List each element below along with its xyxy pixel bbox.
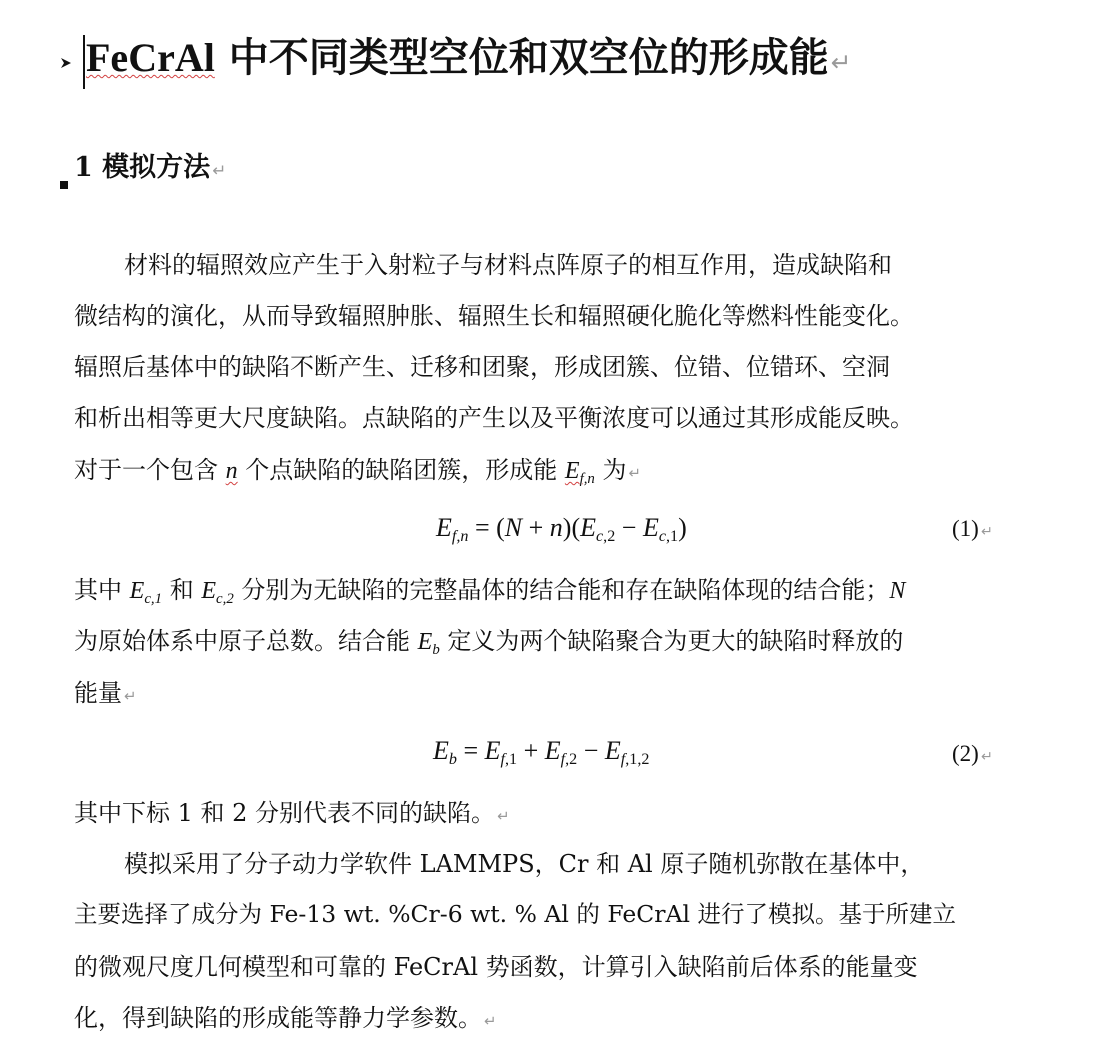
text: 模拟采用了分子动力学软件 LAMMPS，Cr 和 Al 原子随机弥散在基体中，	[124, 850, 925, 878]
math-Ec2: $E_{c,2}$	[201, 578, 234, 607]
paragraph-handle[interactable]	[61, 58, 71, 68]
para1-line5[interactable]	[74, 456, 641, 487]
math-Eb: $E_b$	[417, 629, 440, 658]
math-Ec1: $E_{c,1}$	[129, 578, 163, 607]
equation-1[interactable]: $E_{f,n} = (N + n)(E_{c,2} - E_{c,1})$	[436, 513, 687, 546]
text: 对于一个包含	[74, 456, 226, 484]
para1-line3[interactable]	[74, 355, 890, 379]
equation-number-1: (1) ↵	[952, 516, 993, 541]
text: 的微观尺度几何模型和可靠的 FeCrAl 势函数，计算引入缺陷前后体系的能量变	[74, 953, 918, 981]
paragraph-mark: ↵	[124, 687, 137, 705]
text: 辐照后基体中的缺陷不断产生、迁移和团聚，形成团簇、位错、位错环、空洞	[74, 353, 890, 381]
paragraph-mark: ↵	[628, 464, 641, 482]
text: 和析出相等更大尺度缺陷。点缺陷的产生以及平衡浓度可以通过其形成能反映。	[74, 404, 914, 432]
text: 分别为无缺陷的完整晶体的结合能和存在缺陷体现的结合能；	[233, 576, 890, 604]
text: 为原始体系中原子总数。结合能	[74, 627, 418, 655]
para4-line1[interactable]	[124, 852, 924, 876]
section-heading[interactable]	[74, 154, 226, 181]
para2-line1[interactable]	[74, 576, 906, 607]
text: 和	[162, 576, 202, 604]
para4-line3[interactable]	[74, 955, 918, 979]
math-N: N	[889, 578, 906, 604]
para2-line3[interactable]	[74, 681, 136, 705]
section-heading-text: 1 模拟方法	[74, 152, 211, 183]
para2-line2[interactable]	[74, 627, 904, 658]
paragraph-mark: ↵	[212, 160, 227, 180]
text: 其中下标 1 和 2 分别代表不同的缺陷。	[74, 799, 496, 827]
text: 材料的辐照效应产生于入射粒子与材料点阵原子的相互作用，造成缺陷和	[124, 251, 892, 279]
title-cjk: 中不同类型空位和双空位的形成能	[214, 34, 829, 81]
para1-line2[interactable]	[74, 304, 914, 328]
para1-line4[interactable]	[74, 406, 914, 430]
paragraph-mark: ↵	[497, 807, 510, 825]
para1-line1[interactable]	[124, 253, 892, 277]
text: 主要选择了成分为 Fe-13 wt. %Cr-6 wt. % Al 的 FeCrAl 进行了模拟。基于所建立	[74, 900, 956, 928]
text: 其中	[74, 576, 130, 604]
title-latin: FeCrAl	[86, 35, 215, 80]
text: 定义为两个缺陷聚合为更大的缺陷时释放的	[439, 627, 904, 655]
text: 化，得到缺陷的形成能等静力学参数。	[74, 1004, 482, 1032]
equation-2[interactable]: $E_b = E_{f,1} + E_{f,2} - E_{f,1,2}$	[433, 736, 650, 769]
text: 微结构的演化，从而导致辐照肿胀、辐照生长和辐照硬化脆化等燃料性能变化。	[74, 302, 914, 330]
text: 能量	[74, 679, 122, 707]
text: 为	[594, 456, 627, 484]
para4-line2[interactable]	[74, 900, 956, 928]
math-Efn: $E_{f,n}$	[564, 458, 595, 487]
text-cursor	[83, 35, 85, 89]
document-title[interactable]	[86, 34, 852, 81]
paragraph-mark: ↵	[484, 1012, 497, 1030]
para3-line1[interactable]	[74, 801, 510, 825]
paragraph-handle[interactable]	[60, 181, 68, 189]
paragraph-mark: ↵	[830, 48, 852, 77]
math-n: n	[225, 458, 238, 484]
text: 个点缺陷的缺陷团簇，形成能	[237, 456, 565, 484]
equation-number-2: (2) ↵	[952, 741, 993, 766]
para4-line4[interactable]	[74, 1006, 496, 1030]
